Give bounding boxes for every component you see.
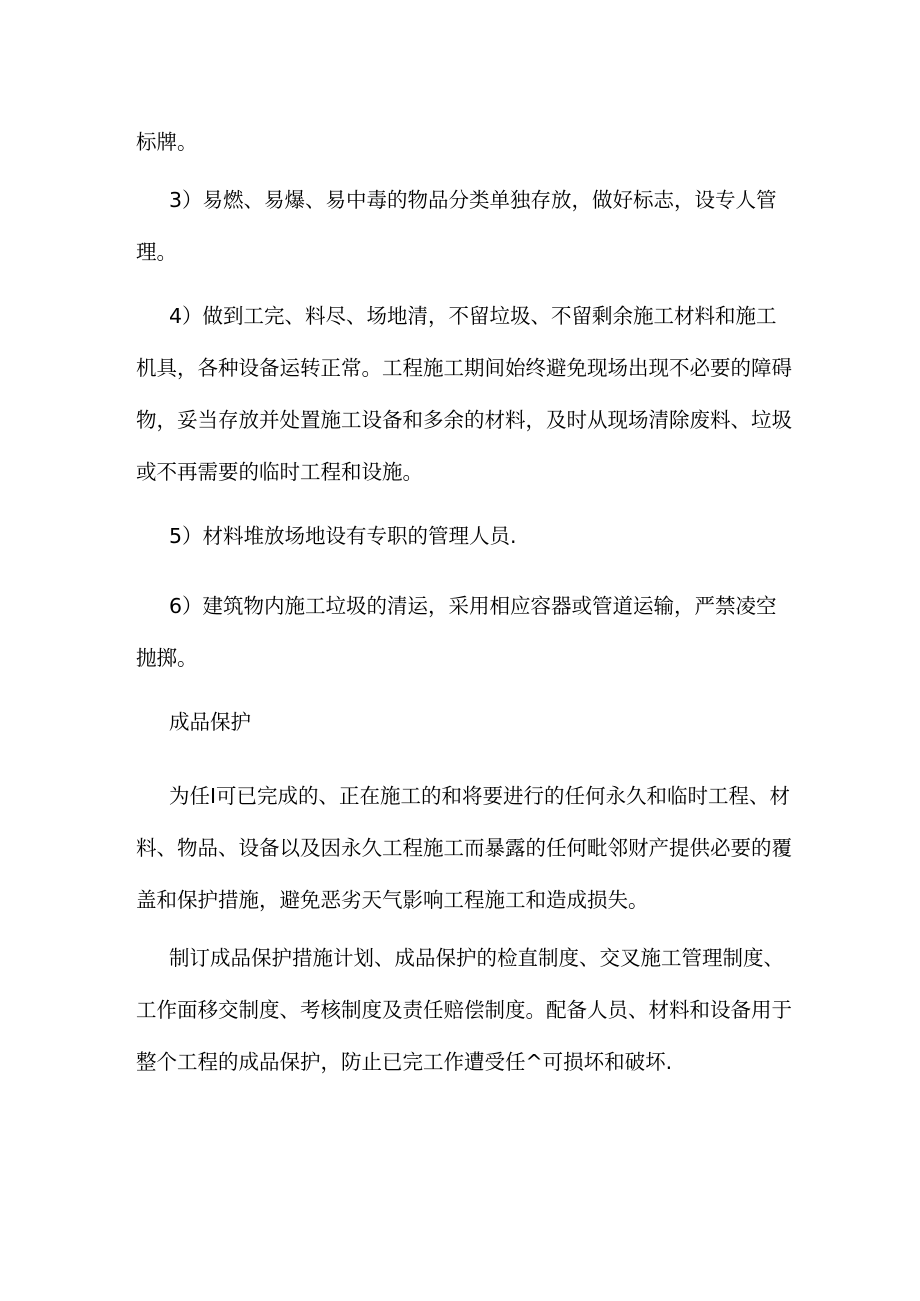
paragraph-item-6: 6）建筑物内施工垃圾的清运，采用相应容器或管道运输，严禁凌空抛掷。 (136, 594, 777, 670)
section-heading-product-protection: 成品保护 (169, 710, 251, 734)
paragraph-item-4: 4）做到工完、料尽、场地清，不留垃圾、不留剩余施工材料和施工机具，各种设备运转正常。工程施工期间始终避免现场出现不必要的障碍物，妥当存放并处置施工设备和多余的材料，及时从现场清除废料、垃圾或不再需要的临时工程和设施。 (136, 304, 792, 484)
paragraph-signage-end: 标牌。 (136, 130, 198, 154)
paragraph-protection-scope: 为任I可已完成的、正在施工的和将要进行的任何永久和临时工程、材料、物品、设备以及因永久工程施工而暴露的任何毗邻财产提供必要的覆盖和保护措施，避免恶劣天气影响工程施工和造成损失。 (136, 784, 792, 912)
paragraph-protection-plan: 制订成品保护措施计划、成品保护的检直制度、交叉施工管理制度、工作面移交制度、考核制度及责任赔偿制度。配备人员、材料和设备用于整个工程的成品保护，防止已完工作遭受任^可损坏和破坏. (136, 946, 792, 1074)
paragraph-item-3: 3）易燃、易爆、易中毒的物品分类单独存放，做好标志，设专人管理。 (136, 188, 777, 264)
paragraph-item-5: 5）材料堆放场地设有专职的管理人员. (169, 524, 517, 548)
